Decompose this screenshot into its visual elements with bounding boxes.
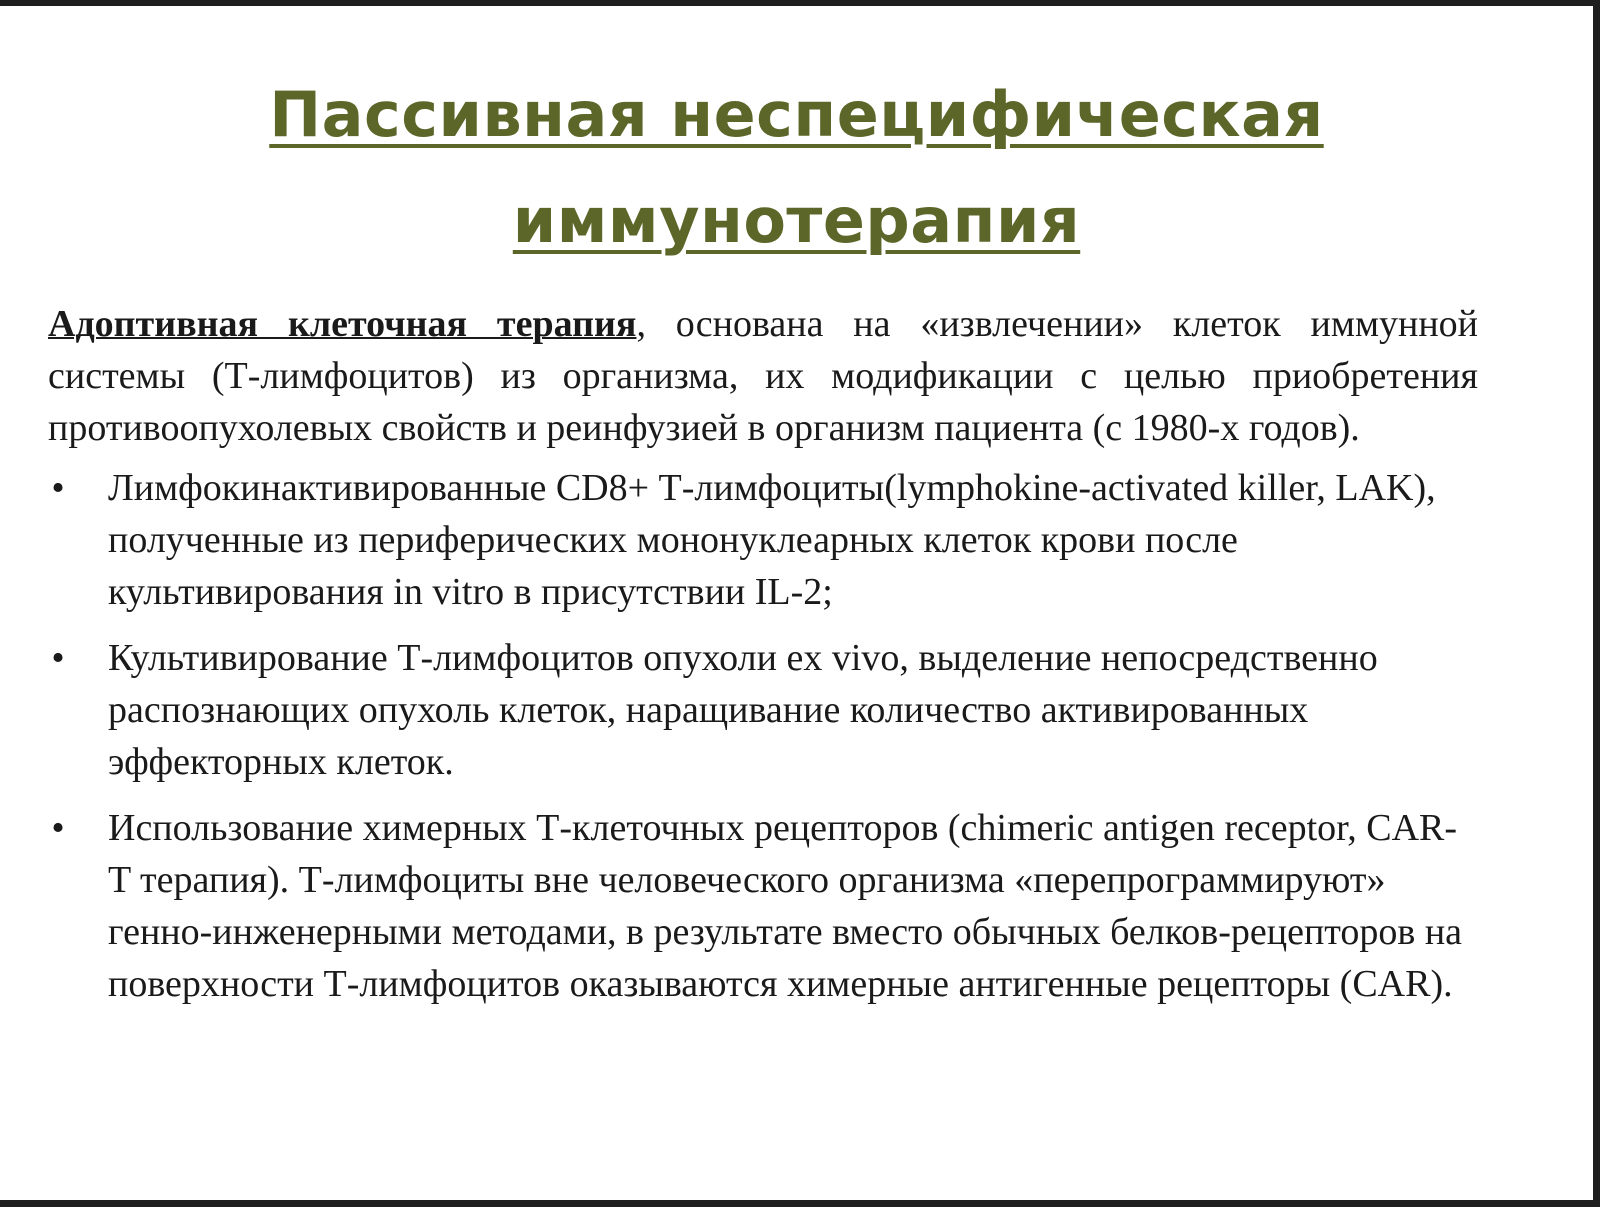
bullet-icon: • bbox=[51, 637, 65, 679]
bullet-item-lak bbox=[48, 462, 1478, 618]
bullet-item-ex-vivo bbox=[48, 632, 1478, 788]
title-line-1: Пассивная неспецифическая bbox=[269, 78, 1324, 151]
bullet-item-car-t bbox=[48, 802, 1478, 1010]
bullet-text: Лимфокинактивированные CD8+ Т-лимфоциты(lymphokine-activated killer, LAK), полученные из периферических мононуклеарных клеток крови после культивирования in vitro в присутствии IL-2; bbox=[108, 467, 1436, 613]
slide-body bbox=[48, 298, 1478, 1024]
intro-paragraph bbox=[48, 298, 1478, 454]
title-line-2: иммунотерапия bbox=[512, 184, 1081, 257]
bullet-icon: • bbox=[51, 807, 65, 849]
intro-term: Адоптивная клеточная терапия bbox=[48, 303, 637, 345]
bullet-icon: • bbox=[51, 467, 65, 509]
intro-text: , основана на «извлечении» клеток иммунной системы (Т-лимфоцитов) из организма, их модификации с целью приобретения противоопухолевых свойств и реинфузией в организм пациента (с 1980-х годов). bbox=[48, 303, 1478, 449]
slide bbox=[0, 6, 1593, 1200]
slide-title bbox=[0, 62, 1593, 274]
bullet-text: Культивирование Т-лимфоцитов опухоли ex vivo, выделение непосредственно распознающих опухоль клеток, наращивание количество активированных эффекторных клеток. bbox=[108, 637, 1378, 783]
bullet-text: Использование химерных Т-клеточных рецепторов (chimeric antigen receptor, CAR-T терапия). Т-лимфоциты вне человеческого организма «перепрограммируют» генно-инженерными методами, в результате вместо обычных белков-рецепторов на поверхности Т-лимфоцитов оказываются химерные антигенные рецепторы (CAR). bbox=[108, 807, 1463, 1005]
bullet-list bbox=[48, 462, 1478, 1010]
